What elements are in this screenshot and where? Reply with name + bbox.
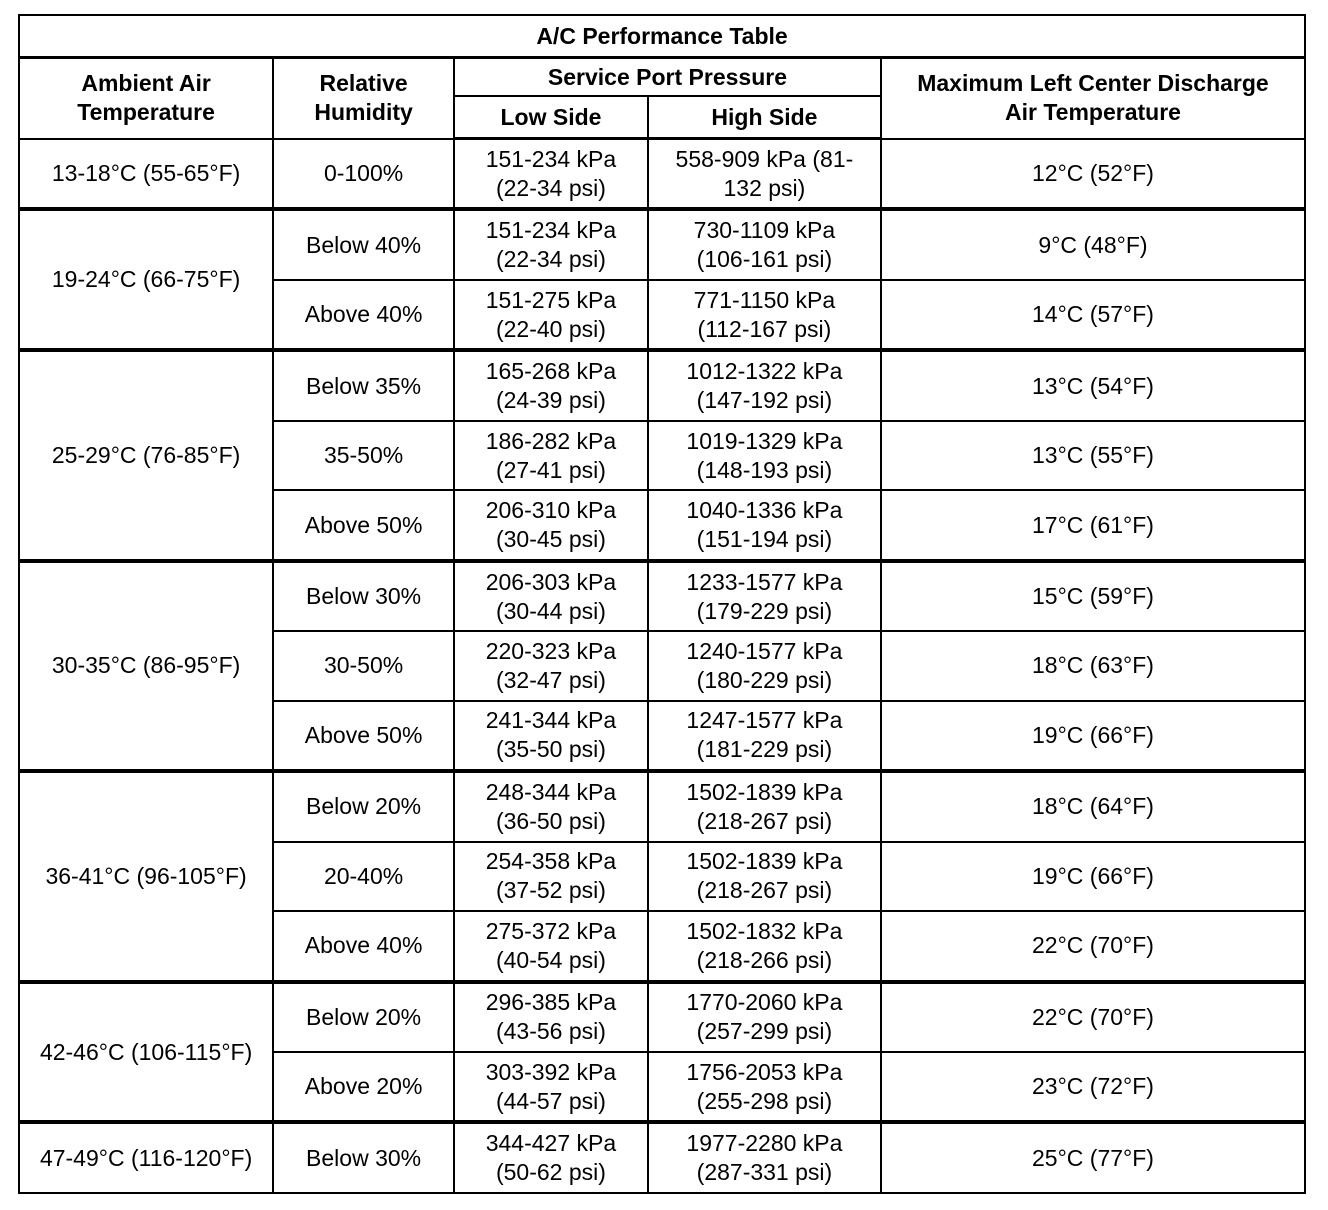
- high-side-pressure-cell: 1977-2280 kPa (287-331 psi): [648, 1122, 881, 1193]
- high-side-pressure-cell: 1770-2060 kPa (257-299 psi): [648, 982, 881, 1052]
- table-row: [19, 209, 1305, 279]
- header-relative-humidity: Relative Humidity: [273, 58, 454, 139]
- ambient-temperature-cell: 42-46°C (106-115°F): [19, 982, 273, 1123]
- humidity-cell: Above 40%: [273, 911, 454, 981]
- humidity-cell: Below 30%: [273, 561, 454, 631]
- discharge-temperature-cell: 19°C (66°F): [881, 842, 1305, 911]
- low-side-pressure-cell: 151-234 kPa (22-34 psi): [454, 209, 648, 279]
- ambient-temperature-cell: 25-29°C (76-85°F): [19, 350, 273, 560]
- humidity-cell: Above 50%: [273, 701, 454, 771]
- low-side-pressure-cell: 254-358 kPa (37-52 psi): [454, 842, 648, 911]
- high-side-pressure-cell: 1019-1329 kPa (148-193 psi): [648, 421, 881, 490]
- humidity-cell: 20-40%: [273, 842, 454, 911]
- low-side-pressure-cell: 275-372 kPa (40-54 psi): [454, 911, 648, 981]
- humidity-cell: 30-50%: [273, 631, 454, 700]
- humidity-cell: Above 20%: [273, 1052, 454, 1122]
- high-side-pressure-cell: 1012-1322 kPa (147-192 psi): [648, 350, 881, 420]
- low-side-pressure-cell: 220-323 kPa (32-47 psi): [454, 631, 648, 700]
- table-row: [19, 1122, 1305, 1193]
- header-service-port-pressure: Service Port Pressure: [454, 58, 881, 97]
- low-side-pressure-cell: 151-275 kPa (22-40 psi): [454, 280, 648, 350]
- discharge-temperature-cell: 18°C (64°F): [881, 771, 1305, 841]
- table-row: [19, 350, 1305, 420]
- ambient-temperature-cell: 13-18°C (55-65°F): [19, 139, 273, 210]
- low-side-pressure-cell: 165-268 kPa (24-39 psi): [454, 350, 648, 420]
- humidity-cell: 35-50%: [273, 421, 454, 490]
- discharge-temperature-cell: 13°C (55°F): [881, 421, 1305, 490]
- discharge-temperature-cell: 9°C (48°F): [881, 209, 1305, 279]
- high-side-pressure-cell: 730-1109 kPa (106-161 psi): [648, 209, 881, 279]
- high-side-pressure-cell: 1502-1839 kPa (218-267 psi): [648, 771, 881, 841]
- high-side-pressure-cell: 1233-1577 kPa (179-229 psi): [648, 561, 881, 631]
- ambient-temperature-cell: 30-35°C (86-95°F): [19, 561, 273, 771]
- high-side-pressure-cell: 1756-2053 kPa (255-298 psi): [648, 1052, 881, 1122]
- table-title: A/C Performance Table: [19, 15, 1305, 58]
- high-side-pressure-cell: 1040-1336 kPa (151-194 psi): [648, 490, 881, 560]
- high-side-pressure-cell: 558-909 kPa (81- 132 psi): [648, 139, 881, 210]
- header-high-side: High Side: [648, 96, 881, 139]
- low-side-pressure-cell: 296-385 kPa (43-56 psi): [454, 982, 648, 1052]
- ac-performance-table: [18, 14, 1306, 1194]
- table-row: [19, 771, 1305, 841]
- discharge-temperature-cell: 25°C (77°F): [881, 1122, 1305, 1193]
- discharge-temperature-cell: 17°C (61°F): [881, 490, 1305, 560]
- table-body: [19, 139, 1305, 1194]
- discharge-temperature-cell: 13°C (54°F): [881, 350, 1305, 420]
- discharge-temperature-cell: 12°C (52°F): [881, 139, 1305, 210]
- high-side-pressure-cell: 1502-1839 kPa (218-267 psi): [648, 842, 881, 911]
- discharge-temperature-cell: 23°C (72°F): [881, 1052, 1305, 1122]
- low-side-pressure-cell: 241-344 kPa (35-50 psi): [454, 701, 648, 771]
- low-side-pressure-cell: 303-392 kPa (44-57 psi): [454, 1052, 648, 1122]
- humidity-cell: Above 50%: [273, 490, 454, 560]
- high-side-pressure-cell: 1240-1577 kPa (180-229 psi): [648, 631, 881, 700]
- table-row: [19, 139, 1305, 210]
- discharge-temperature-cell: 14°C (57°F): [881, 280, 1305, 350]
- table-row: [19, 982, 1305, 1052]
- discharge-temperature-cell: 22°C (70°F): [881, 982, 1305, 1052]
- discharge-temperature-cell: 15°C (59°F): [881, 561, 1305, 631]
- humidity-cell: Below 20%: [273, 771, 454, 841]
- low-side-pressure-cell: 206-303 kPa (30-44 psi): [454, 561, 648, 631]
- humidity-cell: Below 20%: [273, 982, 454, 1052]
- ambient-temperature-cell: 19-24°C (66-75°F): [19, 209, 273, 350]
- humidity-cell: Below 40%: [273, 209, 454, 279]
- low-side-pressure-cell: 344-427 kPa (50-62 psi): [454, 1122, 648, 1193]
- low-side-pressure-cell: 248-344 kPa (36-50 psi): [454, 771, 648, 841]
- high-side-pressure-cell: 1247-1577 kPa (181-229 psi): [648, 701, 881, 771]
- humidity-cell: Below 30%: [273, 1122, 454, 1193]
- low-side-pressure-cell: 206-310 kPa (30-45 psi): [454, 490, 648, 560]
- discharge-temperature-cell: 18°C (63°F): [881, 631, 1305, 700]
- table-row: [19, 561, 1305, 631]
- ambient-temperature-cell: 36-41°C (96-105°F): [19, 771, 273, 981]
- low-side-pressure-cell: 151-234 kPa (22-34 psi): [454, 139, 648, 210]
- discharge-temperature-cell: 22°C (70°F): [881, 911, 1305, 981]
- header-low-side: Low Side: [454, 96, 648, 139]
- humidity-cell: Above 40%: [273, 280, 454, 350]
- humidity-cell: Below 35%: [273, 350, 454, 420]
- header-max-discharge-air-temperature: Maximum Left Center Discharge Air Temperature: [881, 58, 1305, 139]
- humidity-cell: 0-100%: [273, 139, 454, 210]
- discharge-temperature-cell: 19°C (66°F): [881, 701, 1305, 771]
- low-side-pressure-cell: 186-282 kPa (27-41 psi): [454, 421, 648, 490]
- high-side-pressure-cell: 1502-1832 kPa (218-266 psi): [648, 911, 881, 981]
- high-side-pressure-cell: 771-1150 kPa (112-167 psi): [648, 280, 881, 350]
- ambient-temperature-cell: 47-49°C (116-120°F): [19, 1122, 273, 1193]
- header-ambient-air-temperature: Ambient Air Temperature: [19, 58, 273, 139]
